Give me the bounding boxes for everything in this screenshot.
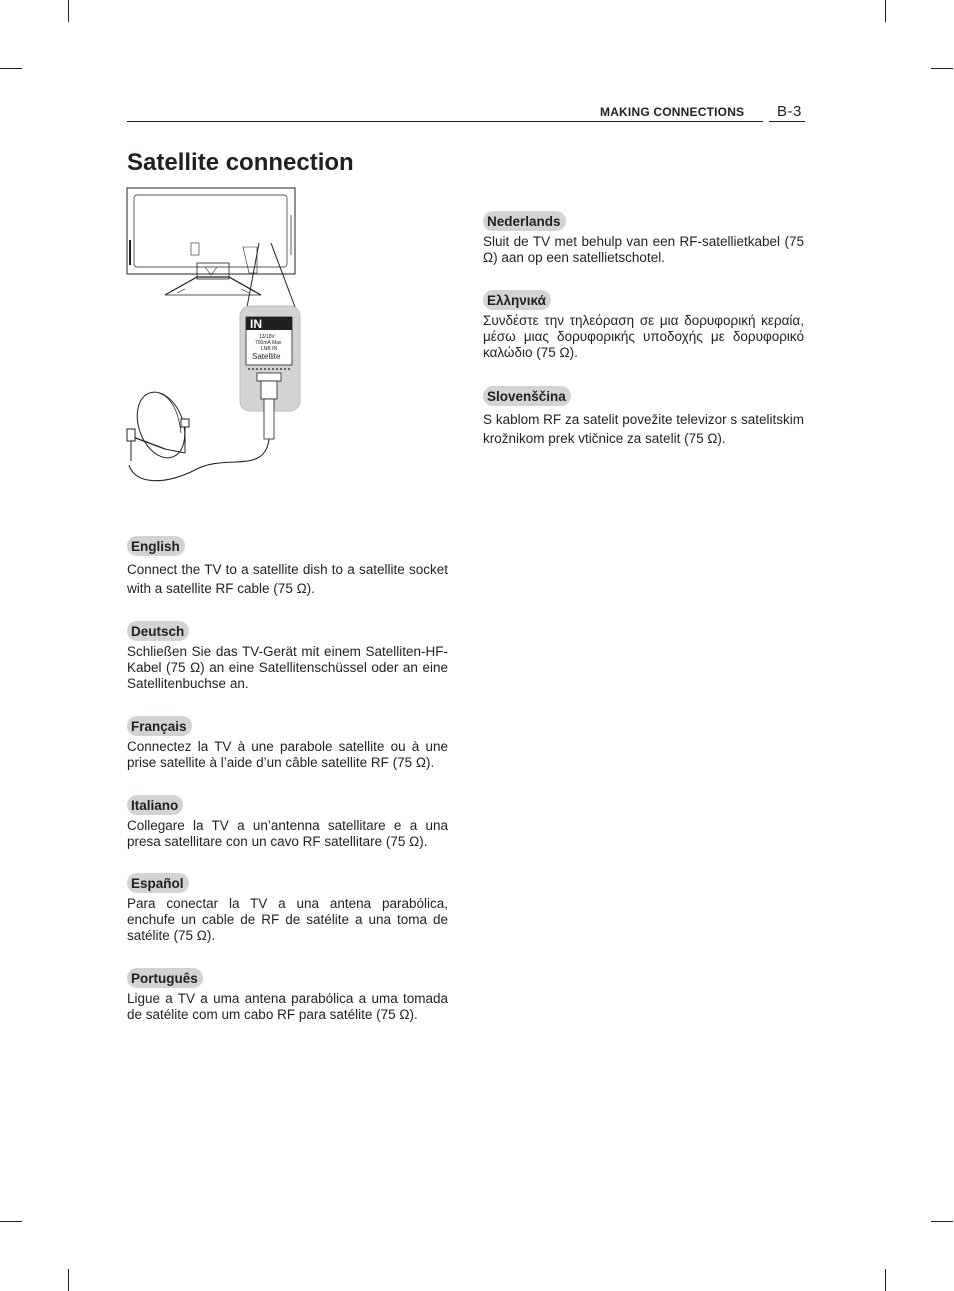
port-spec-lnb: LNB IN bbox=[261, 346, 278, 352]
lang-section-ellinika bbox=[483, 290, 804, 361]
crop-mark bbox=[885, 0, 886, 22]
crop-mark bbox=[885, 1269, 886, 1291]
lang-text-english: Connect the TV to a satellite dish to a satellite socket with a satellite RF cable (75 Ω). bbox=[127, 562, 448, 596]
lang-text-deutsch: Schließen Sie das TV-Gerät mit einem Satelliten-HF-Kabel (75 Ω) an eine Satellitenschüssel oder an eine Satellitenbuchse an. bbox=[127, 644, 448, 691]
satellite-connection-diagram bbox=[125, 185, 305, 490]
lang-text-slovenscina: S kablom RF za satelit povežite televizor s satelitskim krožnikom prek vtičnice za satelit (75 Ω). bbox=[483, 412, 804, 446]
port-spec-current: 700mA Max bbox=[255, 340, 282, 346]
crop-mark bbox=[68, 0, 69, 22]
panel-in-badge: IN bbox=[250, 317, 262, 331]
header-rule-short bbox=[769, 121, 805, 122]
lang-section-espanol bbox=[127, 873, 448, 944]
crop-mark bbox=[68, 1269, 69, 1291]
lang-badge-english: English bbox=[127, 536, 185, 556]
tv-back-illustration bbox=[127, 188, 295, 295]
lang-badge-portugues: Português bbox=[127, 968, 203, 988]
section-header-label: MAKING CONNECTIONS bbox=[600, 105, 745, 119]
lang-text-francais: Connectez la TV à une parabole satellite ou à une prise satellite à l’aide d’un câble satellite RF (75 Ω). bbox=[127, 739, 448, 770]
lang-text-ellinika: Συνδέστε την τηλεόραση σε μια δορυφορική κεραία, μέσω μιας δορυφορικής υποδοχής με δορυφορικό καλώδιο (75 Ω). bbox=[483, 313, 804, 360]
port-spec-voltage: 13/18V bbox=[259, 334, 275, 340]
crop-mark bbox=[0, 68, 22, 69]
lang-badge-espanol: Español bbox=[127, 873, 189, 893]
lang-badge-francais: Français bbox=[127, 716, 192, 736]
lang-section-italiano bbox=[127, 795, 448, 850]
lang-badge-ellinika: Ελληνικά bbox=[483, 290, 551, 310]
lang-text-italiano: Collegare la TV a un’antenna satellitare e a una presa satellitare con un cavo RF satellitare (75 Ω). bbox=[127, 818, 448, 849]
lang-badge-italiano: Italiano bbox=[127, 795, 183, 815]
lang-badge-nederlands: Nederlands bbox=[483, 211, 566, 231]
crop-mark bbox=[931, 1221, 953, 1222]
lang-section-english bbox=[127, 536, 448, 598]
lang-section-francais bbox=[127, 716, 448, 771]
lang-section-nederlands bbox=[483, 211, 804, 266]
lang-section-deutsch bbox=[127, 621, 448, 692]
header-rule bbox=[127, 121, 763, 122]
page-title: Satellite connection bbox=[127, 149, 354, 176]
crop-mark bbox=[0, 1221, 22, 1222]
lang-section-slovenscina bbox=[483, 386, 804, 448]
lang-badge-slovenscina: Slovenščina bbox=[483, 386, 571, 406]
crop-mark bbox=[931, 68, 953, 69]
input-port-panel bbox=[240, 306, 300, 439]
lang-section-portugues bbox=[127, 968, 448, 1023]
lang-text-nederlands: Sluit de TV met behulp van een RF-satellietkabel (75 Ω) aan op een satellietschotel. bbox=[483, 234, 804, 265]
lang-badge-deutsch: Deutsch bbox=[127, 621, 189, 641]
lang-text-portugues: Ligue a TV a uma antena parabólica a uma tomada de satélite com um cabo RF para satélite (75 Ω). bbox=[127, 991, 448, 1022]
port-label-satellite: Satellite bbox=[252, 352, 281, 361]
page-number: B-3 bbox=[777, 103, 802, 120]
satellite-dish-illustration bbox=[127, 386, 193, 465]
lang-text-espanol: Para conectar la TV a una antena parabólica, enchufe un cable de RF de satélite a una toma de satélite (75 Ω). bbox=[127, 896, 448, 943]
